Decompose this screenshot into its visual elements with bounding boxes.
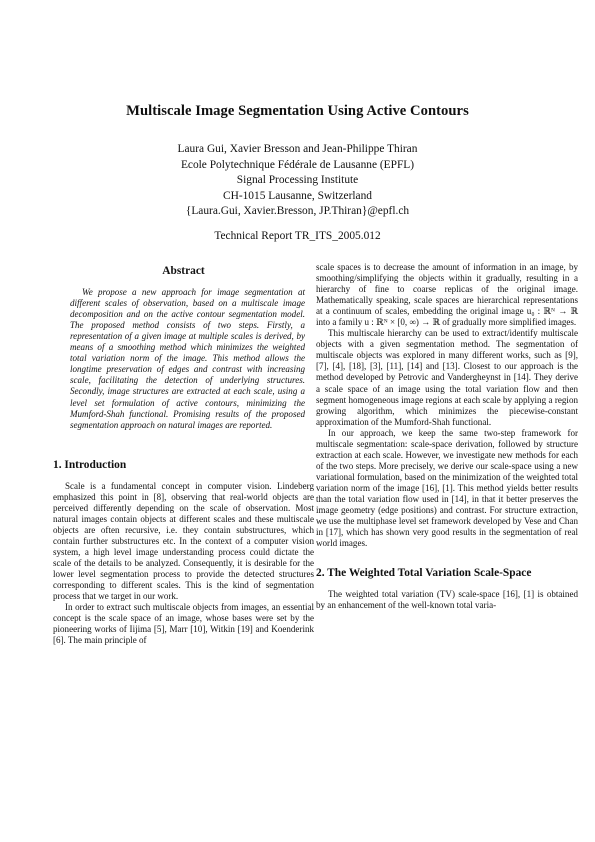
left-column: [53, 262, 314, 646]
author-block: [0, 142, 595, 220]
section-1-heading: 1. Introduction: [53, 458, 127, 471]
author-institute: Signal Processing Institute: [236, 174, 359, 186]
author-address: CH-1015 Lausanne, Switzerland: [223, 189, 372, 202]
right-column: [316, 262, 578, 611]
abstract-body: [53, 287, 314, 431]
report-number: Technical Report TR_ITS_2005.012: [214, 230, 381, 242]
section-1-continuation: scale spaces is to decrease the amount of information in an image, by smoothing/simplifying the objects within it gradually, resulting in a hierarchy of fine to coarse replicas of the original image. Mathematically speaking, scale spaces are hierarchical representations at a continuum of scales, embedding the original image u₀ : ℝᴺ → ℝ into a family u : ℝᴺ × [0, ∞) → ℝ of gradually more simplified images.: [316, 262, 578, 328]
author-emails: {Laura.Gui, Xavier.Bresson, JP.Thiran}@epfl.ch: [185, 205, 410, 217]
section-1-paragraph: Scale is a fundamental concept in computer vision. Lindeberg emphasized this point in [8], observing that real-world objects are perceived differently depending on the scale of observation. Most natural images contain objects at different scales and these multiscale objects are often recursive, i.e. they contain substructures, which contain further substructures etc. In the context of a computer vision system, a high level image understanding process could dictate the scale of the details to be analyzed. Consequently, it is desirable for the lower level segmentation process to provide the detected structures corresponding to different scales. This is the kind of segmentation process that we target in our work.: [53, 480, 314, 602]
section-1-paragraph: In order to extract such multiscale objects from images, an essential concept is the scale space of an image, whose bases were set by the pioneering works of Iijima [5], Marr [10], Witkin [19] and Koenderink [6]. The main principle of: [53, 602, 314, 646]
author-names: Laura Gui, Xavier Bresson and Jean-Philippe Thiran: [177, 143, 418, 155]
section-2-heading: 2. The Weighted Total Variation Scale-Space: [316, 567, 532, 580]
section-1-paragraph: In our approach, we keep the same two-step framework for multiscale segmentation: scale-space derivation, followed by structure extraction at each scale. However, we investigate new methods for each of the two steps. More precisely, we derive our scale-space using a new variational formulation, based on the minimization of the weighted total variation norm of the image [16], [1]. This method yields better results than the total variation flow used in [14], in that it better preserves the image geometry (edge positions) and contrast. For structure extraction, we use the multiphase level set framework developed by Vese and Chan in [17], which has shown very good results in the segmentation of real world images.: [316, 427, 578, 549]
section-1-paragraph: This multiscale hierarchy can be used to extract/identify multiscale objects with a given segmentation method. The segmentation of multiscale objects was explored in many different works, such as [9], [7], [4], [18], [3], [11], [14] and [13]. Closest to our approach is the method developed by Petrovic and Vandergheynst in [14]. They derive a scale space of an image using the total variation flow and then segment homogeneous image regions at each scale by applying a region growing algorithm, which minimizes the piecewise-constant approximation of the Mumford-Shah functional.: [316, 328, 578, 427]
abstract-text: We propose a new approach for image segmentation at different scales of observation, based on a multiscale image decomposition and on the active contour segmentation model. The proposed method consists of two steps. Firstly, a representation of a given image at multiple scales is derived, by means of a smoothing method which minimizes the weighted total variation norm of the image. This method allows the longtime preservation of edges and contrast with increasing scale, facilitating the detection of underlying structures. Secondly, image structures are extracted at each scale, using a level set formulation of active contours, minimizing the Mumford-Shah functional. Promising results of the proposed segmentation approach on natural images are reported.: [70, 287, 305, 430]
abstract-heading: Abstract: [162, 265, 205, 277]
paper-title: Multiscale Image Segmentation Using Active Contours: [126, 103, 469, 119]
section-2-paragraph: The weighted total variation (TV) scale-space [16], [1] is obtained by an enhancement of the well-known total varia-: [316, 589, 578, 611]
author-affiliation: Ecole Polytechnique Fédérale de Lausanne (EPFL): [180, 158, 415, 171]
